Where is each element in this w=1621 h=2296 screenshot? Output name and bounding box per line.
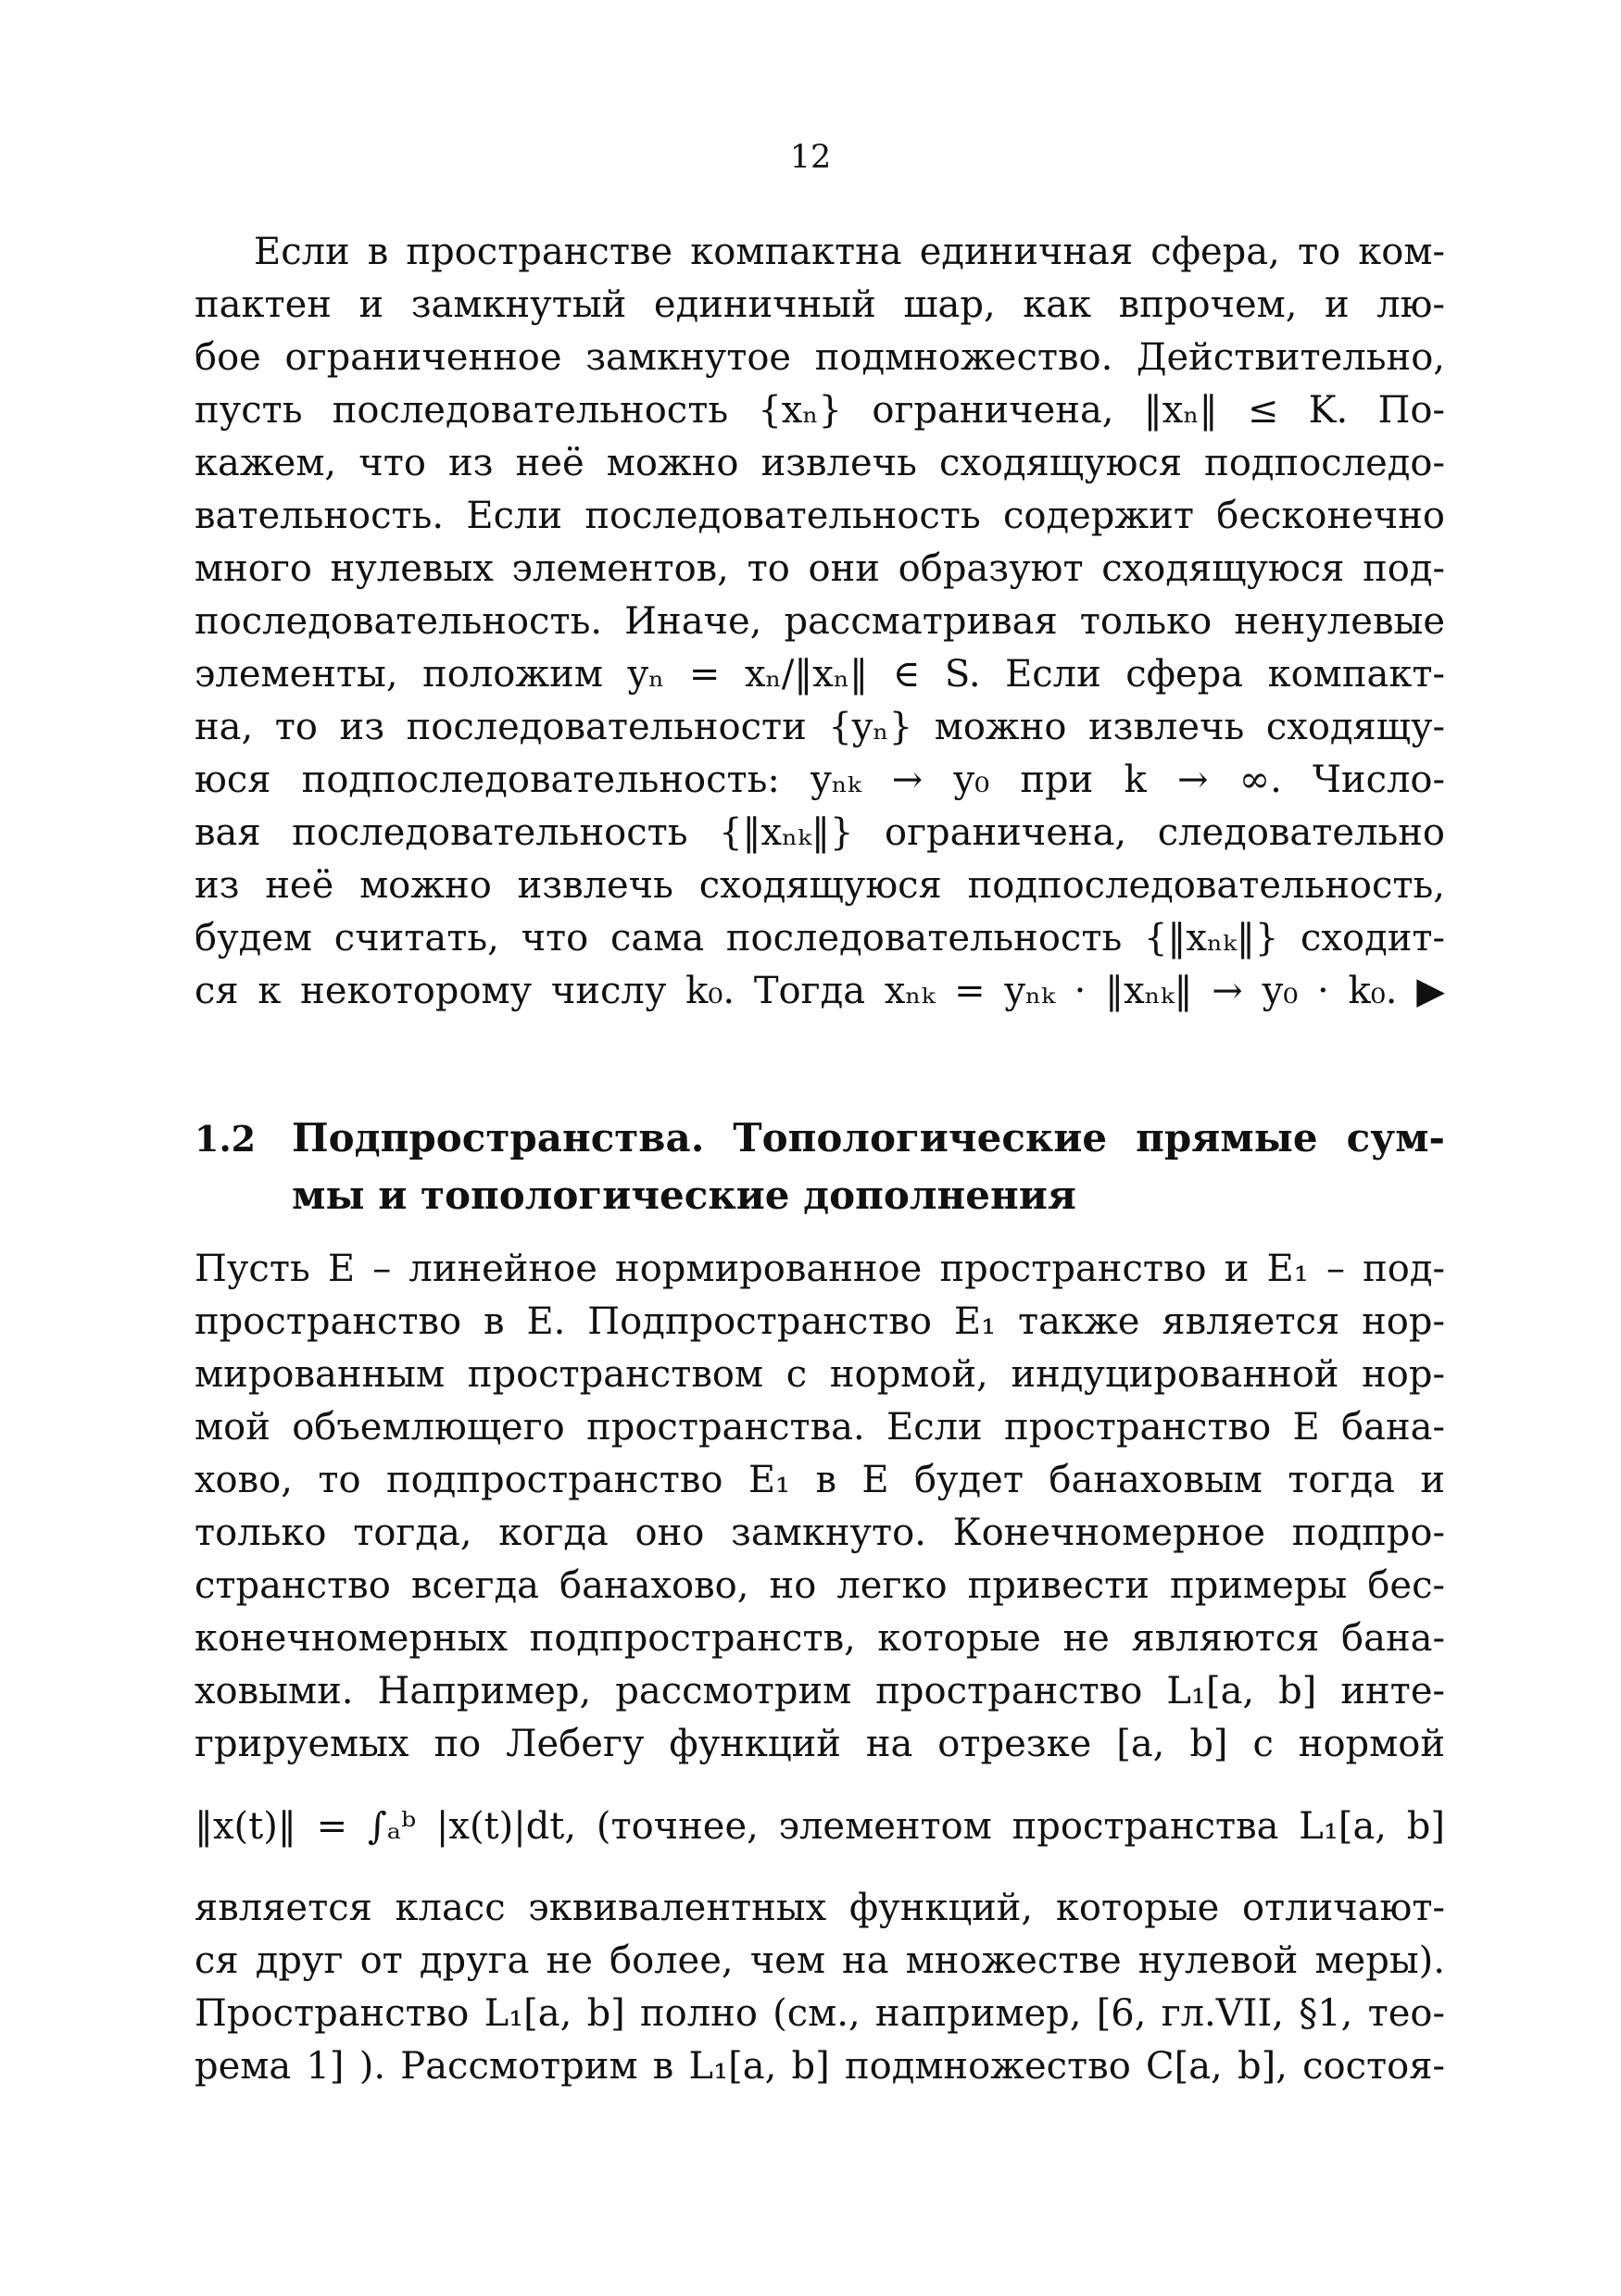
text-line: Пусть E – линейное нормированное пространство и E₁ – под- [195,1248,1445,1290]
text-line: пусть последовательность {xₙ} ограничена, ‖xₙ‖ ≤ K. По- [195,389,1445,432]
text-line: элементы, положим yₙ = xₙ/‖xₙ‖ ∈ S. Если сфера компакт- [195,653,1445,696]
paragraph-1 [195,226,1445,1018]
text-line: конечномерных подпространств, которые не являются бана- [195,1617,1445,1660]
text-line: только тогда, когда оно замкнуто. Конечномерное подпро- [195,1512,1445,1554]
text-line: будем считать, что сама последовательность {‖xₙₖ‖} сходит- [195,917,1445,960]
text-line: бое ограниченное замкнутое подмножество. Действительно, [195,336,1445,379]
text-line: вая последовательность {‖xₙₖ‖} ограничена, следовательно [195,811,1445,854]
section-heading-line-1 [195,1110,1445,1167]
section-title-part-2: мы и топологические дополнения [292,1173,1076,1218]
text-line: является класс эквивалентных функций, которые отличают- [195,1887,1445,1929]
text-line: Пространство L₁[a, b] полно (см., например, [6, гл.VII, §1, тео- [195,1992,1445,2035]
text-line: пространство в E. Подпространство E₁ также является нор- [195,1300,1445,1343]
text-line: ся друг от друга не более, чем на множестве нулевой меры). [195,1939,1445,1982]
text-line: вательность. Если последовательность содержит бесконечно [195,495,1445,537]
page-number: 12 [789,139,832,176]
text-line: много нулевых элементов, то они образуют сходящуюся под- [195,547,1445,590]
text-line: грируемых по Лебегу функций на отрезке [a, b] с нормой [195,1723,1445,1765]
paragraph-2 [195,1243,1445,2093]
formula-line: ‖x(t)‖ = ∫ₐᵇ |x(t)|dt, (точнее, элементом пространства L₁[a, b] [195,1805,1445,1848]
text-line: странство всегда банахово, но легко привести примеры бес- [195,1564,1445,1607]
section-heading [195,1110,1445,1224]
text-line: пактен и замкнутый единичный шар, как впрочем, и лю- [195,283,1445,326]
section-title-part-1: Подпространства. Топологические прямые сум- [292,1115,1445,1161]
text-line: ся к некоторому числу k₀. Тогда xₙₖ = yₙₖ · ‖xₙₖ‖ → y₀ · k₀. ▶ [195,970,1445,1012]
section-number: 1.2 [195,1118,257,1160]
text-line: хово, то подпространство E₁ в E будет банаховым тогда и [195,1459,1445,1501]
text-line: Если в пространстве компактна единичная сфера, то ком- [254,231,1445,273]
text-line: мой объемлющего пространства. Если пространство E бана- [195,1406,1445,1449]
text-line: последовательность. Иначе, рассматривая только ненулевые [195,600,1445,643]
text-line: ховыми. Например, рассмотрим пространство L₁[a, b] инте- [195,1670,1445,1713]
text-line: из неё можно извлечь сходящуюся подпоследовательность, [195,864,1445,907]
text-line: мированным пространством с нормой, индуцированной нор- [195,1353,1445,1396]
text-line: на, то из последовательности {yₙ} можно извлечь сходящу- [195,706,1445,748]
text-line: кажем, что из неё можно извлечь сходящуюся подпоследо- [195,442,1445,484]
text-line: юся подпоследовательность: yₙₖ → y₀ при k → ∞. Числo- [195,759,1445,801]
text-line: рема 1] ). Рассмотрим в L₁[a, b] подмножество C[a, b], состоя- [195,2045,1445,2088]
